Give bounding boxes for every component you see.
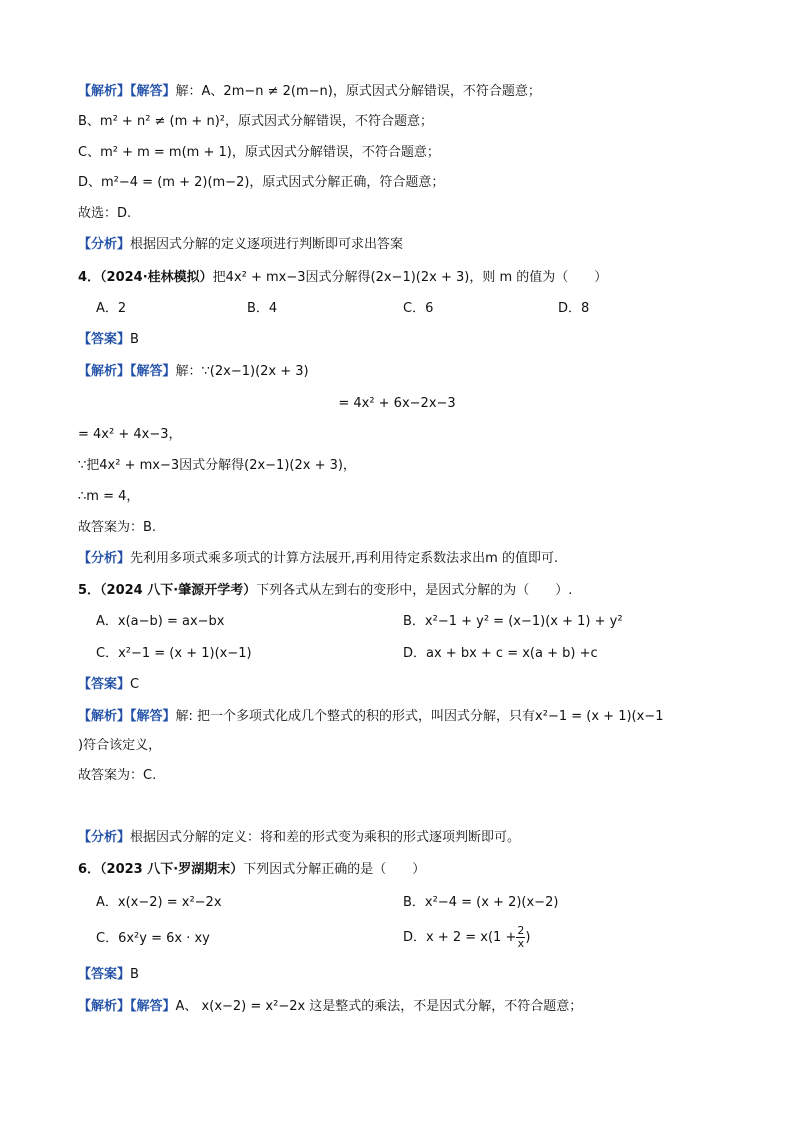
- q4-stem-text: 把4x² + mx−3因式分解得(2x−1)(2x + 3)，则 m 的值为（ ）: [212, 270, 608, 285]
- answer-tag: 【解答】: [130, 84, 176, 99]
- q6-option-c: C．6x²y = 6x · xy: [96, 931, 210, 946]
- q4-answer: [78, 331, 139, 349]
- q4-line-2: = 4x² + 6x−2x−3: [338, 396, 456, 411]
- q5-stem: [78, 582, 572, 600]
- q6-answer: [78, 966, 139, 984]
- q6-source: （2023 八下·罗湖期末）: [100, 862, 244, 877]
- q5-fenxi-text: 根据因式分解的定义：将和差的形式变为乘积的形式逐项判断即可。: [130, 830, 521, 845]
- q3-line-d: D、m²−4 = (m + 2)(m−2)，原式因式分解正确，符合题意；: [78, 175, 445, 190]
- q6-stem-text: 下列因式分解正确的是（ ）: [243, 862, 426, 877]
- q5-option-c: C．x²−1 = (x + 1)(x−1): [96, 646, 252, 661]
- q6-option-a: A．x(x−2) = x²−2x: [96, 895, 222, 910]
- q4-option-c: C．6: [403, 301, 434, 316]
- q5-stem-text: 下列各式从左到右的变形中，是因式分解的为（ ）.: [256, 583, 573, 598]
- q5-source: （2024 八下·肇源开学考）: [100, 583, 257, 598]
- q4-option-d: D．8: [558, 301, 590, 316]
- q5-option-a: A．x(a−b) = ax−bx: [96, 614, 225, 629]
- jieda-tag: 【解答】: [130, 364, 176, 379]
- jieda-tag: 【解答】: [130, 709, 176, 724]
- q3-conclusion: 故选：D.: [78, 206, 132, 221]
- answer-label: 【答案】: [78, 677, 131, 692]
- q3-analysis-line-a: [78, 83, 541, 101]
- q5-option-d: D．ax + bx + c = x(a + b) +c: [403, 646, 598, 661]
- q3-line: 解：A、2m−n ≠ 2(m−n)，原式因式分解错误，不符合题意；: [175, 84, 541, 99]
- fenxi-tag: 【分析】: [78, 830, 131, 845]
- fenxi-tag: 【分析】: [78, 551, 131, 566]
- q3-fenxi: [78, 236, 403, 254]
- q4-source: （2024·桂林模拟）: [100, 270, 213, 285]
- q5-line: 解: 把一个多项式化成几个整式的积的形式，叫因式分解，只有x²−1 = (x + 1)(x−1: [175, 709, 664, 724]
- q3-line-c: C、m² + m = m(m + 1)，原式因式分解错误，不符合题意；: [78, 145, 440, 160]
- q4-answer-value: B: [130, 332, 139, 347]
- q6-number: 6．: [78, 862, 101, 877]
- q5-fenxi: [78, 829, 520, 847]
- q6-option-b: B．x²−4 = (x + 2)(x−2): [403, 895, 559, 910]
- analysis-tag: 【解析】: [78, 709, 131, 724]
- q4-option-b: B．4: [247, 301, 278, 316]
- analysis-tag: 【解析】: [78, 999, 131, 1014]
- fenxi-tag: 【分析】: [78, 237, 131, 252]
- q6-answer-value: B: [130, 967, 139, 982]
- q4-number: 4．: [78, 270, 101, 285]
- answer-label: 【答案】: [78, 332, 131, 347]
- q5-answer-value: C: [130, 677, 140, 692]
- q5-option-b: B．x²−1 + y² = (x−1)(x + 1) + y²: [403, 614, 623, 629]
- q6-analysis-line-1: [78, 998, 582, 1016]
- q6-stem: [78, 861, 425, 879]
- q4-option-a: A．2: [96, 301, 127, 316]
- q5-number: 5．: [78, 583, 101, 598]
- fraction-numerator: 2: [517, 924, 525, 937]
- q6-option-d-text: D．x + 2 = x(1 +: [403, 930, 517, 945]
- q4-stem: [78, 269, 607, 287]
- fraction-denominator: x: [517, 937, 525, 950]
- q4-fenxi-text: 先利用多项式乘多项式的计算方法展开,再利用待定系数法求出m 的值即可.: [130, 551, 559, 566]
- jieda-tag: 【解答】: [130, 999, 176, 1014]
- fraction: [516, 925, 525, 950]
- answer-label: 【答案】: [78, 967, 131, 982]
- q4-line-5: ∴m = 4，: [78, 489, 140, 504]
- q4-line: 解：∵(2x−1)(2x + 3): [175, 364, 309, 379]
- q4-fenxi: [78, 550, 558, 568]
- q3-fenxi-text: 根据因式分解的定义逐项进行判断即可求出答案: [130, 237, 404, 252]
- analysis-tag: 【解析】: [78, 364, 131, 379]
- q5-answer: [78, 676, 139, 694]
- q3-line-b: B、m² + n² ≠ (m + n)²，原式因式分解错误，不符合题意；: [78, 114, 433, 129]
- q5-line-2: )符合该定义，: [78, 738, 162, 753]
- q4-line-3: = 4x² + 4x−3，: [78, 427, 182, 442]
- q4-conclusion: 故答案为：B.: [78, 520, 157, 535]
- q4-analysis-line-1: [78, 363, 309, 381]
- q6-option-d-close: ): [525, 930, 531, 945]
- analysis-tag: 【解析】: [78, 84, 131, 99]
- q5-analysis-line-1: [78, 708, 663, 726]
- q6-line: A、 x(x−2) = x²−2x 这是整式的乘法，不是因式分解，不符合题意；: [175, 999, 583, 1014]
- q4-line-4: ∵把4x² + mx−3因式分解得(2x−1)(2x + 3)，: [78, 458, 356, 473]
- q5-conclusion: 故答案为：C.: [78, 768, 157, 783]
- q6-option-d: [403, 922, 530, 954]
